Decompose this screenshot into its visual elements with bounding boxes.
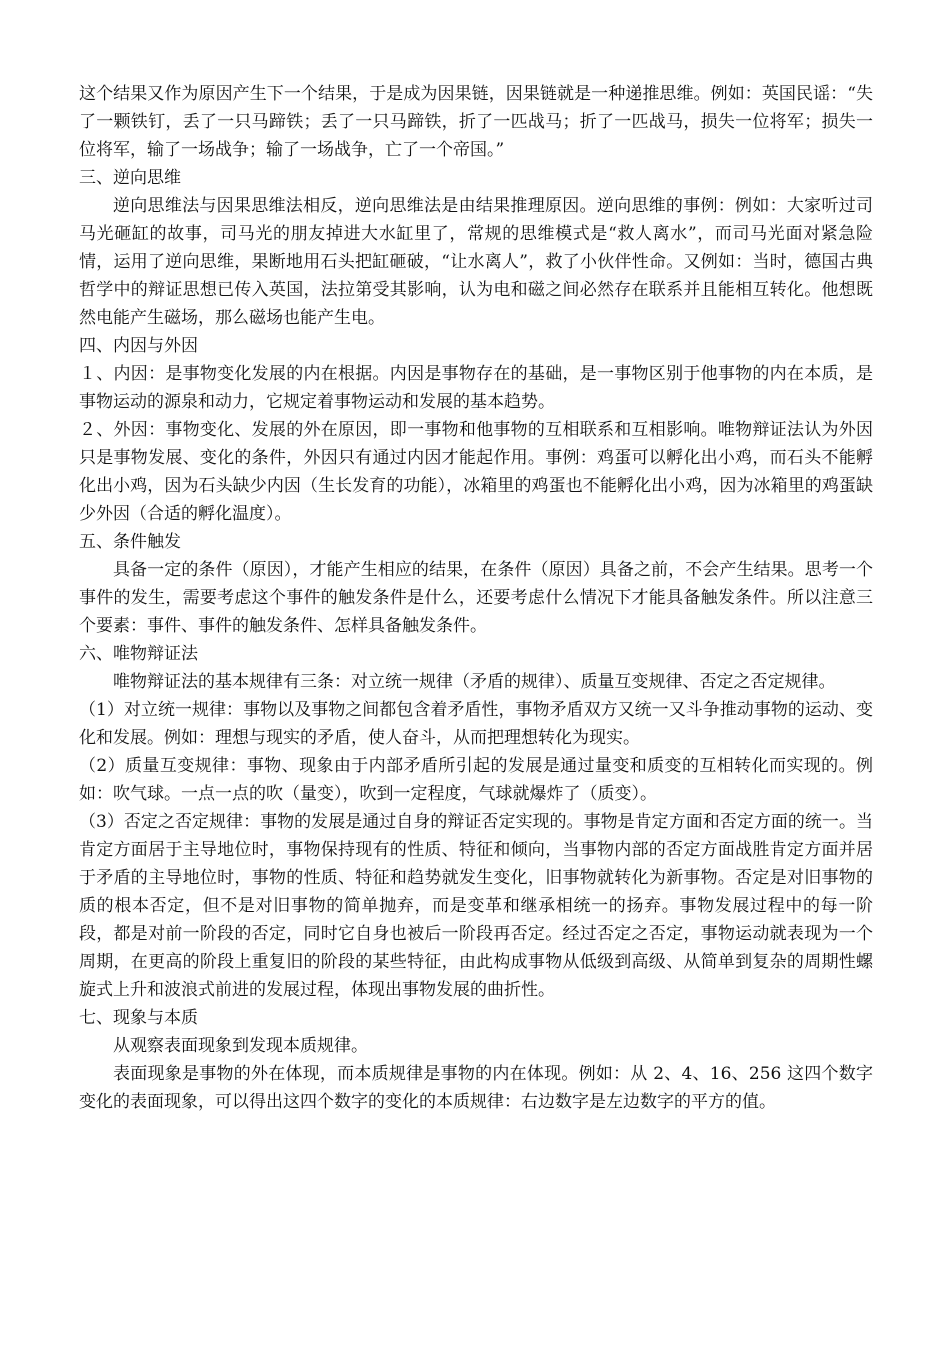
item-negation-of-negation: （3）否定之否定规律：事物的发展是通过自身的辩证否定实现的。事物是肯定方面和否定方面的统一。当肯定方面居于主导地位时，事物保持现有的性质、特征和倾向，当事物内部的否定方面战胜肯定方面并居于矛盾的主导地位时，事物的性质、特征和趋势就发生变化，旧事物就转化为新事物。否定是对旧事物的质的根本否定，但不是对旧事物的简单抛弃，而是变革和继承相统一的扬弃。事物发展过程中的每一阶段，都是对前一阶段的否定，同时它自身也被后一阶段再否定。经过否定之否定，事物运动就表现为一个周期，在更高的阶段上重复旧的阶段的某些特征，由此构成事物从低级到高级、从简单到复杂的周期性螺旋式上升和波浪式前进的发展过程，体现出事物发展的曲折性。 [79,812,873,1000]
heading-condition-trigger: 五、条件触发 [79,532,181,552]
paragraph-condition-trigger: 具备一定的条件（原因），才能产生相应的结果，在条件（原因）具备之前，不会产生结果。思考一个事件的发生，需要考虑这个事件的触发条件是什么，还要考虑什么情况下才能具备触发条件。所以注意三个要素：事件、事件的触发条件、怎样具备触发条件。 [79,560,873,636]
item-unity-of-opposites: （1）对立统一规律：事物以及事物之间都包含着矛盾性，事物矛盾双方又统一又斗争推动事物的运动、变化和发展。例如：理想与现实的矛盾，使人奋斗，从而把理想转化为现实。 [79,700,873,748]
item-internal-cause: １、内因：是事物变化发展的内在根据。内因是事物存在的基础，是一事物区别于他事物的内在本质，是事物运动的源泉和动力，它规定着事物运动和发展的基本趋势。 [79,364,873,412]
paragraph-causal-chain: 这个结果又作为原因产生下一个结果，于是成为因果链，因果链就是一种递推思维。例如：英国民谣：“失了一颗铁钉，丢了一只马蹄铁；丢了一只马蹄铁，折了一匹战马；折了一匹战马，损失一位将军；损失一位将军，输了一场战争；输了一场战争，亡了一个帝国。” [79,84,873,160]
paragraph-dialectics-intro: 唯物辩证法的基本规律有三条：对立统一规律（矛盾的规律）、质量互变规律、否定之否定规律。 [113,672,836,692]
document-page [79,80,873,1116]
item-quantity-quality: （2）质量互变规律：事物、现象由于内部矛盾所引起的发展是通过量变和质变的互相转化而实现的。例如：吹气球。一点一点的吹（量变），吹到一定程度，气球就爆炸了（质变）。 [79,756,873,804]
heading-phenomenon-essence: 七、现象与本质 [79,1008,198,1028]
heading-reverse-thinking: 三、逆向思维 [79,168,181,188]
item-external-cause: ２、外因：事物变化、发展的外在原因，即一事物和他事物的互相联系和互相影响。唯物辩证法认为外因只是事物发展、变化的条件，外因只有通过内因才能起作用。事例：鸡蛋可以孵化出小鸡，而石头不能孵化出小鸡，因为石头缺少内因（生长发育的功能），冰箱里的鸡蛋也不能孵化出小鸡，因为冰箱里的鸡蛋缺少外因（合适的孵化温度）。 [79,420,873,524]
paragraph-reverse-thinking: 逆向思维法与因果思维法相反，逆向思维法是由结果推理原因。逆向思维的事例：例如：大家听过司马光砸缸的故事，司马光的朋友掉进大水缸里了，常规的思维模式是“救人离水”，而司马光面对紧急险情，运用了逆向思维，果断地用石头把缸砸破，“让水离人”，救了小伙伴性命。又例如：当时，德国古典哲学中的辩证思想已传入英国，法拉第受其影响，认为电和磁之间必然存在联系并且能相互转化。他想既然电能产生磁场，那么磁场也能产生电。 [79,196,873,328]
paragraph-phenomenon-intro: 从观察表面现象到发现本质规律。 [113,1036,368,1056]
heading-internal-external: 四、内因与外因 [79,336,198,356]
paragraph-phenomenon-example: 表面现象是事物的外在体现，而本质规律是事物的内在体现。例如：从 2、4、16、256 这四个数字变化的表面现象，可以得出这四个数字的变化的本质规律：右边数字是左边数字的平方的值。 [79,1064,873,1112]
heading-dialectics: 六、唯物辩证法 [79,644,198,664]
